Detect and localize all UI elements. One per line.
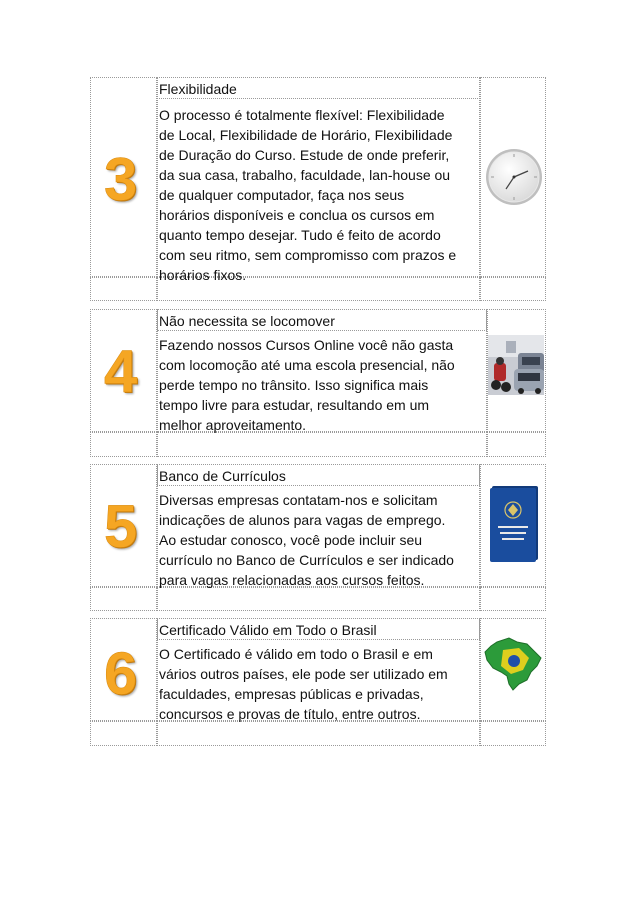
- body-line: Diversas empresas contatam-nos e solicitam: [159, 492, 438, 508]
- brazil-map-icon: [483, 636, 543, 692]
- section-title: Banco de Currículos: [159, 468, 286, 484]
- body-line: indicações de alunos para vagas de emprego.: [159, 512, 446, 528]
- body-line: melhor aproveitamento.: [159, 417, 307, 433]
- body-line: de qualquer computador, faça nos seus: [159, 187, 405, 203]
- section-number: 3: [104, 146, 138, 213]
- body-line: concursos e provas de título, entre outros.: [159, 706, 421, 722]
- body-line: vários outros países, ele pode ser utilizado em: [159, 666, 448, 682]
- body-line: Ao estudar conosco, você pode incluir seu: [159, 532, 423, 548]
- body-line: de Duração do Curso. Estude de onde preferir,: [159, 147, 450, 163]
- body-line: tempo livre para estudar, resultando em um: [159, 397, 430, 413]
- section-title: Não necessita se locomover: [159, 313, 335, 329]
- body-line: O Certificado é válido em todo o Brasil e em: [159, 646, 433, 662]
- section-body: [159, 644, 448, 724]
- body-line: currículo no Banco de Currículos e ser indicado: [159, 552, 454, 568]
- section-title: Flexibilidade: [159, 81, 237, 97]
- section-number: 5: [104, 493, 138, 560]
- clock-icon: [484, 147, 544, 207]
- section-body: [159, 105, 456, 285]
- body-line: de Local, Flexibilidade de Horário, Flexibilidade: [159, 127, 453, 143]
- body-line: perde tempo no trânsito. Isso significa mais: [159, 377, 429, 393]
- body-line: horários fixos.: [159, 267, 247, 283]
- body-line: quanto tempo desejar. Tudo é feito de acordo: [159, 227, 441, 243]
- section-body: [159, 490, 454, 590]
- work-booklet-icon: [486, 484, 542, 564]
- body-line: O processo é totalmente flexível: Flexibilidade: [159, 107, 445, 123]
- body-line: faculdades, empresas públicas e privadas,: [159, 686, 424, 702]
- body-line: horários disponíveis e conclua os cursos em: [159, 207, 435, 223]
- body-line: Fazendo nossos Cursos Online você não gasta: [159, 337, 454, 353]
- traffic-icon: [488, 335, 544, 395]
- body-line: para vagas relacionadas aos cursos feitos.: [159, 572, 425, 588]
- section-title: Certificado Válido em Todo o Brasil: [159, 622, 377, 638]
- section-number: 6: [104, 640, 138, 707]
- body-line: com locomoção até uma escola presencial, não: [159, 357, 455, 373]
- section-number: 4: [104, 338, 138, 405]
- body-line: com seu ritmo, sem compromisso com prazos e: [159, 247, 457, 263]
- body-line: da sua casa, trabalho, faculdade, lan-house ou: [159, 167, 451, 183]
- section-body: [159, 335, 455, 435]
